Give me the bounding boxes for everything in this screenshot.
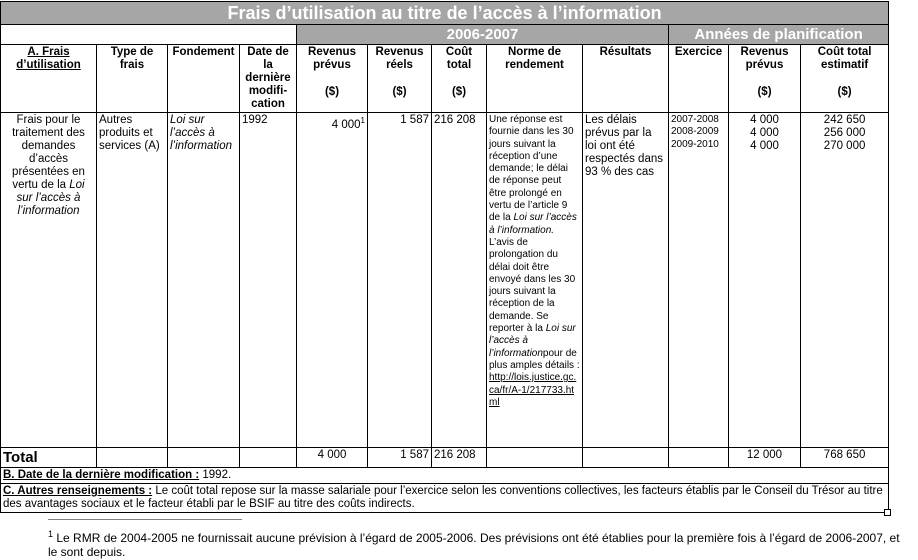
table-title: Frais d’utilisation au titre de l’accès à l’information (1, 2, 889, 25)
cell-norme (487, 113, 583, 448)
total-empty (97, 448, 168, 468)
year-item: 2009-2010 (671, 138, 719, 150)
norme-law-2: Loi sur l’accès à l’information (489, 323, 576, 359)
frais-law: Loi sur l’accès à l’information (16, 179, 85, 217)
total-empty (487, 448, 583, 468)
col-header-type: Type de frais (97, 45, 168, 113)
total-empty (168, 448, 240, 468)
cell-plan-cout (801, 113, 889, 448)
unit-label: ($) (757, 86, 772, 98)
blank-header-cell (1, 25, 297, 45)
section-b-value: 1992. (202, 469, 232, 481)
resize-handle[interactable] (884, 509, 891, 516)
col-header-cout-total-label: Coût total (445, 46, 473, 71)
cell-frais (1, 113, 97, 448)
total-cout-total: 216 208 (432, 448, 487, 468)
col-header-revenus-reels-label: Revenus réels (375, 46, 424, 71)
footnote-ref: 1 (360, 116, 365, 125)
unit-label: ($) (324, 86, 340, 98)
cell-exercice (669, 113, 729, 448)
section-b (1, 468, 889, 484)
total-plan-cout: 768 650 (801, 448, 889, 468)
section-c-text: Le coût total repose sur la masse salariale pour l’exercice selon les conventions collectives, les facteurs établis par le Conseil du Trésor au titre des avantages sociaux et le facteur établi par le BSIF au titre des coûts indirects. (3, 485, 883, 510)
frais-text: Frais pour le traitement des demandes d’accès présentées en vertu de la (12, 114, 85, 191)
cell-fondement (168, 113, 240, 448)
plan-cout-item: 242 650 (823, 114, 866, 126)
col-header-plan-revenus-label: Revenus prévus (740, 46, 789, 71)
col-header-plan-cout (801, 45, 889, 113)
plan-revenus-item: 4 000 (750, 140, 779, 152)
col-header-plan-revenus (729, 45, 801, 113)
col-header-resultats: Résultats (583, 45, 669, 113)
section-c-label: C. Autres renseignements : (3, 485, 153, 497)
norme-text-1: Une réponse est fournie dans les 30 jours suivant la réception d’une demande; le délai de réponse peut être prolongé en vertu de l’article 9 de la (489, 114, 574, 224)
total-empty (669, 448, 729, 468)
column-header-row (1, 45, 889, 113)
unit-label: ($) (837, 86, 852, 98)
fondement-law: Loi sur l’accès à l’information (170, 114, 232, 152)
cell-cout-total: 216 208 (432, 113, 487, 448)
year-item: 2007-2008 (671, 114, 719, 125)
col-header-revenus-prevus (297, 45, 368, 113)
norme-text-3: pour de plus amples détails : (489, 347, 580, 371)
norme-law-1: Loi sur l’accès à l’information. (489, 212, 577, 236)
total-empty (240, 448, 297, 468)
plan-cout-item: 256 000 (823, 127, 866, 139)
col-header-exercice: Exercice (669, 45, 729, 113)
col-header-date: Date de la dernière modifi-cation (240, 45, 297, 113)
total-empty (583, 448, 669, 468)
total-label: Total (1, 448, 97, 468)
total-row (1, 448, 889, 468)
section-b-label: B. Date de la dernière modification : (3, 469, 200, 481)
plan-revenus-item: 4 000 (750, 127, 779, 139)
cell-revenus-prevus (297, 113, 368, 448)
col-header-norme: Norme de rendement (487, 45, 583, 113)
total-revenus-reels: 1 587 (368, 448, 432, 468)
section-c (1, 484, 889, 513)
planning-header: Années de planification (669, 25, 889, 45)
plan-revenus-item: 4 000 (750, 114, 779, 126)
cell-type: Autres produits et services (A) (97, 113, 168, 448)
cell-plan-revenus (729, 113, 801, 448)
year-header: 2006-2007 (297, 25, 669, 45)
revenus-prevus-value: 4 000 (331, 118, 361, 131)
total-revenus-prevus: 4 000 (297, 448, 368, 468)
year-header-row (1, 25, 889, 45)
cell-resultats: Les délais prévus par la loi ont été respectés dans 93 % des cas (583, 113, 669, 448)
unit-label: ($) (392, 86, 407, 98)
footnote-text: Le RMR de 2004-2005 ne fournissait aucune prévision à l’égard de 2005-2006. Des prévisions ont été établies pour la première fois à l’égard de 2006-2007, et le sont depuis. (48, 531, 900, 559)
user-fees-table (0, 1, 889, 513)
footnote-separator (48, 519, 242, 520)
col-header-plan-cout-label: Coût total estimatif (817, 46, 872, 71)
unit-label: ($) (451, 86, 467, 98)
table-row (1, 113, 889, 448)
col-header-fondement: Fondement (168, 45, 240, 113)
norme-link[interactable]: http://lois.justice.gc.ca/fr/A-1/217733.html (489, 372, 577, 408)
col-header-revenus-prevus-label: Revenus prévus (308, 46, 356, 71)
footnote-mark: 1 (48, 529, 54, 539)
year-item: 2008-2009 (671, 126, 719, 138)
title-row (1, 2, 889, 25)
footnote (48, 527, 910, 559)
section-c-row (1, 484, 889, 513)
col-header-frais: A. Frais d’utilisation (1, 45, 97, 113)
norme-text-2: L’avis de prolongation du délai doit être envoyé dans les 30 jours suivant la réception de la demande. Se reporter à la (489, 236, 576, 335)
cell-date: 1992 (240, 113, 297, 448)
col-header-cout-total (432, 45, 487, 113)
cell-revenus-reels: 1 587 (368, 113, 432, 448)
section-b-row (1, 468, 889, 484)
total-plan-revenus: 12 000 (729, 448, 801, 468)
plan-cout-item: 270 000 (823, 140, 866, 152)
col-header-revenus-reels (368, 45, 432, 113)
